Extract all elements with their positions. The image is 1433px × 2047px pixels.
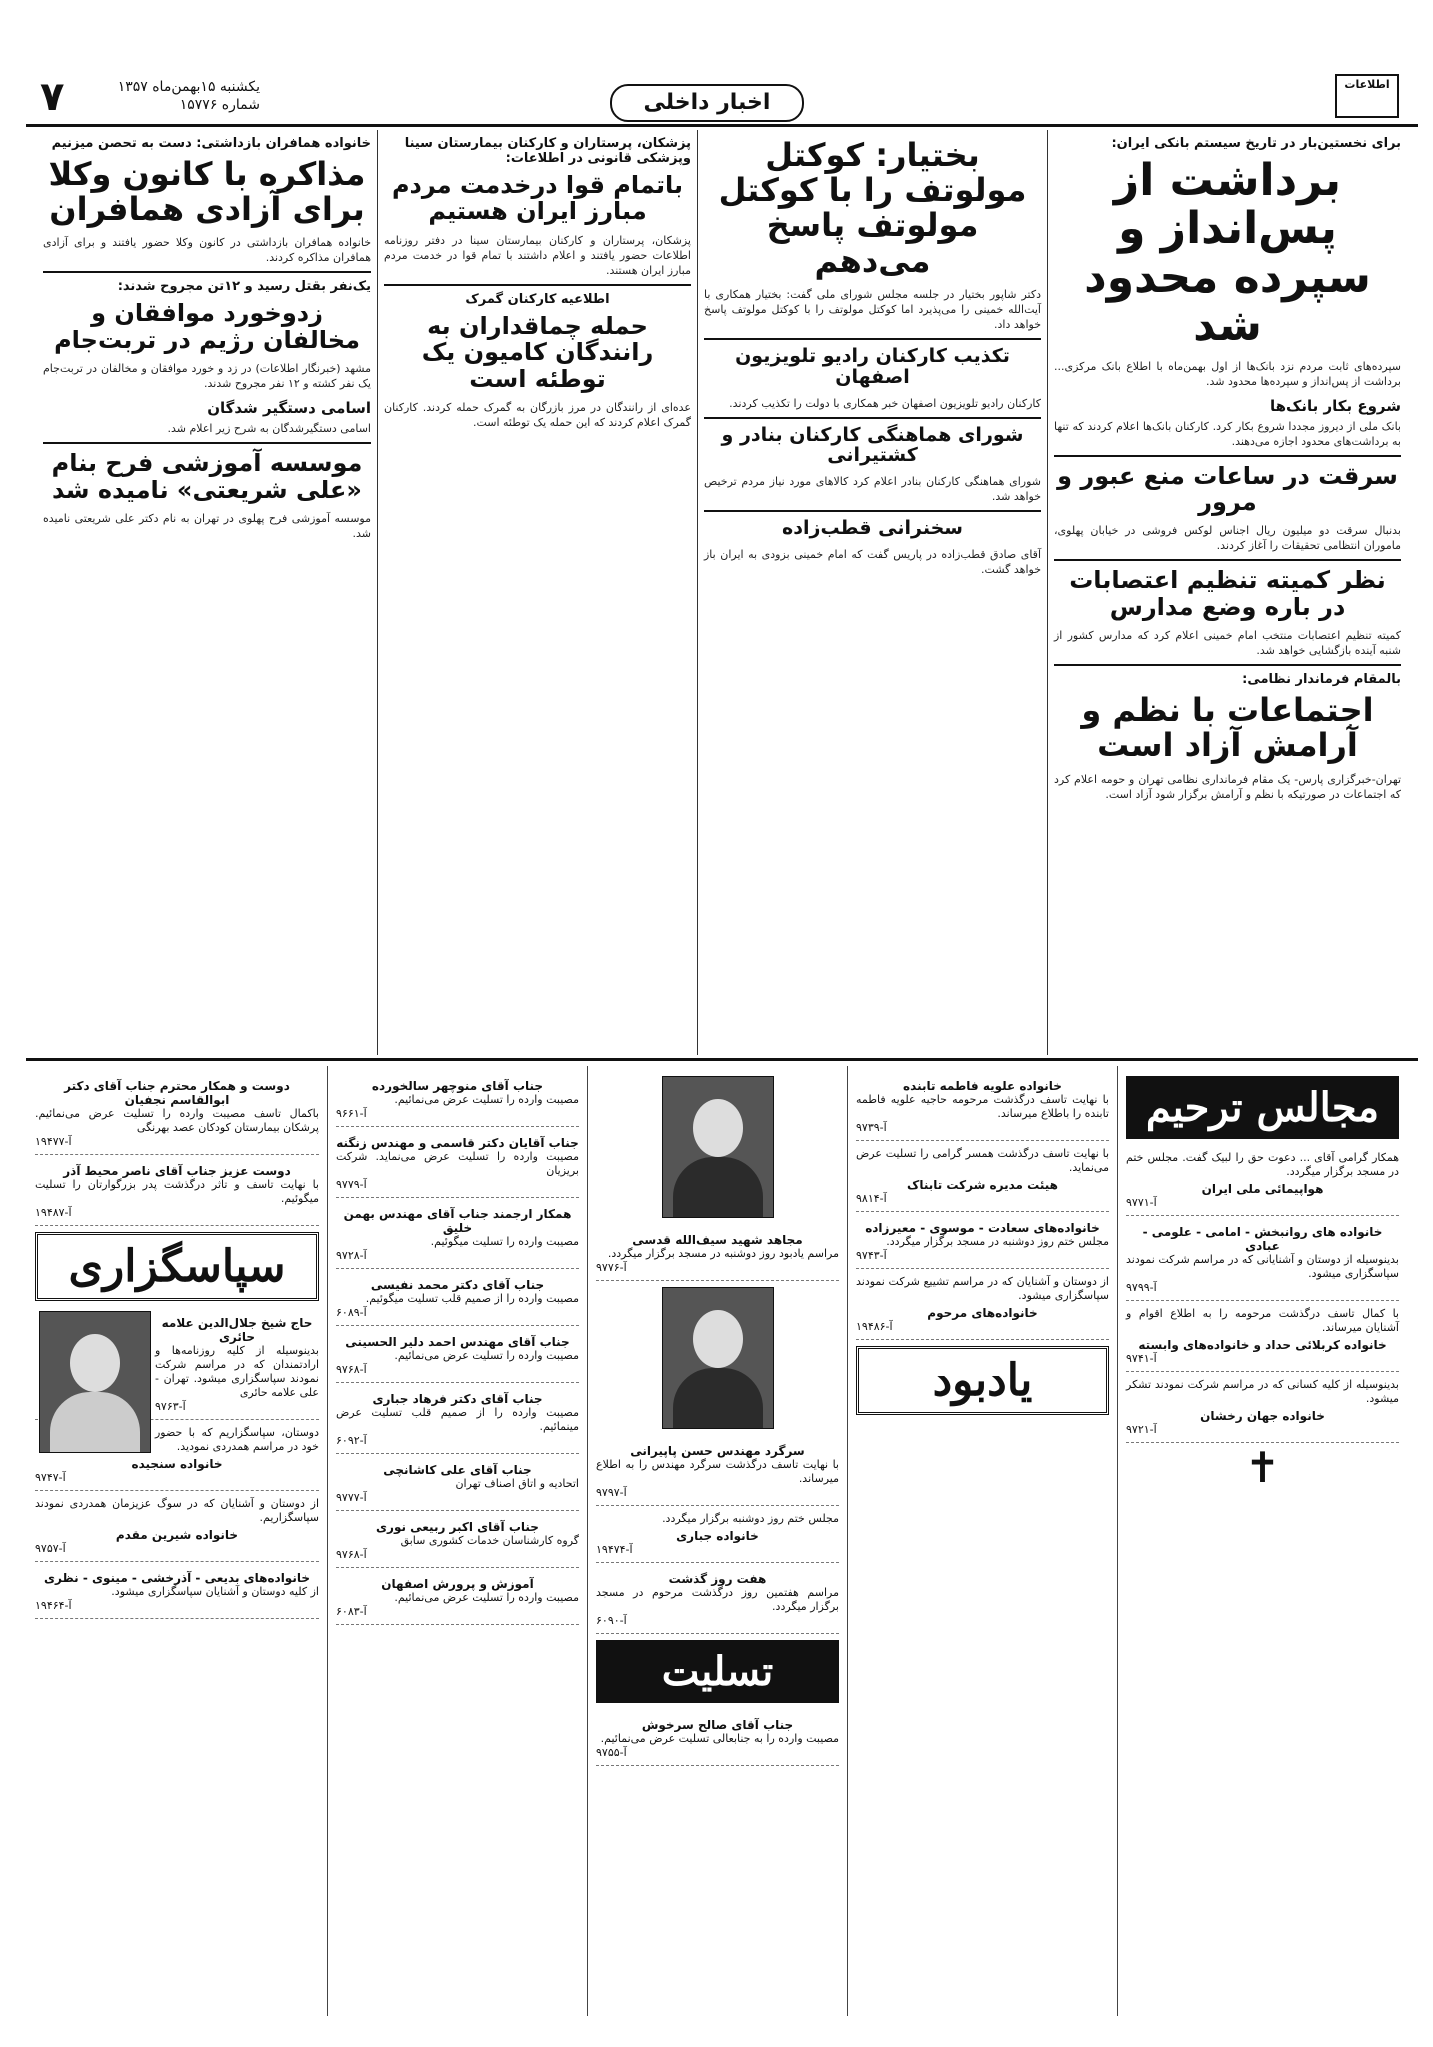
announcement-text: مصیبت وارده را تسلیت عرض می‌نمائیم. <box>394 1591 579 1604</box>
divider <box>704 417 1041 419</box>
divider <box>43 442 371 444</box>
announcement-code: آ-۹۷۷۹ <box>336 1178 367 1191</box>
announcement-title: جناب آقای دکتر محمد نفیسی <box>370 1278 545 1292</box>
article-text: مشهد (خبرنگار اطلاعات) در زد و خورد موافقان و مخالفان در تربت‌جام یک نفر کشته و ۱۲ نفر مجروح شدند. <box>43 362 371 391</box>
announcement-text: گروه کارشناسان خدمات کشوری سابق <box>400 1534 579 1547</box>
announcement-code: آ-۶۰۹۲ <box>336 1434 367 1447</box>
announcement <box>856 1070 1109 1141</box>
article-text: دکتر شاپور بختیار در جلسه مجلس شورای ملی گفت: بختیار همکاری با آیت‌الله خمینی را می‌پذیرد اما کوکتل مولوتف را با کوکتل مولوتف پاسخ خواهد داد. <box>704 287 1041 331</box>
announcement-title: خانواده جهان رخشان <box>1200 1409 1325 1423</box>
announcement-title: خانواده علویه فاطمه تابنده <box>903 1079 1062 1093</box>
divider <box>1054 664 1401 666</box>
announcement <box>596 1506 839 1563</box>
news-column-4 <box>37 130 377 1055</box>
kicker: خانواده همافران بازداشتی: دست به تحصن میزنیم <box>51 136 371 151</box>
issue-line: شماره ۱۵۷۷۶ <box>179 97 260 113</box>
announcement-code: آ-۱۹۴۸۷ <box>35 1206 72 1219</box>
announcement-code: آ-۶۰۹۰ <box>596 1614 627 1627</box>
announcement-code: آ-۹۷۵۵ <box>596 1746 627 1759</box>
announcement <box>856 1141 1109 1212</box>
article-text: پزشکان، پرستاران و کارکنان بیمارستان سینا در دفتر روزنامه اطلاعات حضور یافتند و اعلام داشتند با تمام قوا در خدمت مردم مبارز ایران هستند. <box>384 233 691 277</box>
headline: اجتماعات با نظم و آرامش آزاد است <box>1081 691 1374 765</box>
announcement <box>336 1070 579 1127</box>
announcement-code: آ-۹۷۵۷ <box>35 1542 66 1555</box>
article-text: موسسه آموزشی فرح پهلوی در تهران به نام دکتر علی شریعتی نامیده شد. <box>43 511 371 540</box>
announcement-text: مصیبت وارده را از صمیم قلب تسلیت میگوئیم. <box>365 1292 579 1305</box>
announcement-title: جناب آقای اکبر ربیعی نوری <box>376 1520 539 1534</box>
announcement <box>336 1511 579 1568</box>
announcement-text: مصیبت وارده را تسلیت میگوئیم. <box>430 1235 579 1248</box>
article-text: شورای هماهنگی کارکنان بنادر اعلام کرد کالاهای مورد نیاز مردم ترخیص خواهد شد. <box>704 475 1041 504</box>
announcement-title: جناب آقای مهندس احمد دلیر الحسینی <box>345 1335 570 1349</box>
announcement-title: جناب آقای علی کاشانچی <box>383 1463 532 1477</box>
announcements-column-2 <box>847 1066 1117 2016</box>
announcement-text: از دوستان و آشنایان که در مراسم تشییع شرکت نمودند سپاسگزاری میشود. <box>856 1275 1109 1302</box>
headline: مذاکره با کانون وکلا برای آزادی همافران <box>48 155 366 229</box>
headline: برداشت از پس‌انداز و سپرده محدود شد <box>1084 155 1371 352</box>
portrait-photo <box>662 1076 774 1218</box>
divider <box>704 510 1041 512</box>
announcement-title: دوست و همکار محترم جناب آقای دکتر ابوالقاسم نجفیان <box>64 1079 290 1107</box>
announcement-text: مصیبت وارده را تسلیت عرض می‌نمائیم. <box>394 1349 579 1362</box>
announcement <box>856 1212 1109 1269</box>
announcement-title: دوست عزیز جناب آقای ناصر محیط آذر <box>63 1164 291 1178</box>
announcements-column-1 <box>1117 1066 1407 2016</box>
announcement-text: مصیبت وارده را تسلیت عرض می‌نماید. شرکت بریزیان <box>336 1150 579 1177</box>
article-text: آقای صادق قطب‌زاده در پاریس گفت که امام خمینی بزودی به ایران باز خواهد گشت. <box>704 548 1041 577</box>
announcement <box>336 1326 579 1383</box>
divider <box>384 284 691 286</box>
announcement-code: آ-۹۷۳۹ <box>856 1121 887 1134</box>
announcement-code: آ-۹۷۷۶ <box>596 1261 627 1274</box>
announcement-title: خانواده های روانبخش - امامی - علومی - عبادی <box>1142 1225 1383 1253</box>
announcement-title: هواپیمائی ملی ایران <box>1201 1182 1324 1196</box>
announcement <box>336 1269 579 1326</box>
headline: زدوخورد موافقان و مخالفان رژیم در تربت‌جام <box>54 299 360 354</box>
announcement-text: بدینوسیله از کلیه کسانی که در مراسم شرکت نمودند تشکر میشود. <box>1126 1378 1399 1405</box>
announcement-text: از کلیه دوستان و آشنایان سپاسگزاری میشود. <box>111 1585 319 1598</box>
announcement-code: آ-۹۷۷۷ <box>336 1491 367 1504</box>
portrait-photo <box>662 1287 774 1429</box>
headline: سخنرانی قطب‌زاده <box>782 517 963 540</box>
announcement-title: حاج شیخ جلال‌الدین علامه حائری <box>161 1316 313 1344</box>
announcement-code: آ-۹۷۲۱ <box>1126 1423 1157 1436</box>
announcement <box>35 1562 319 1619</box>
announcement <box>336 1454 579 1511</box>
newspaper-logo: اطلاعات <box>1335 74 1399 118</box>
announcement-code: آ-۹۶۶۱ <box>336 1107 367 1120</box>
announcement-text: با نهایت تاسف درگذشت سرگرد مهندس را به اطلاع میرساند. <box>596 1458 839 1485</box>
kicker: اطلاعیه کارکنان گمرک <box>465 291 610 307</box>
announcement-title: خانواده‌های مرحوم <box>927 1306 1038 1320</box>
announcement-text: باکمال تاسف مصیبت وارده را تسلیت عرض می‌نمائیم. پرشکان بیمارستان کودکان عصد بهرنگی <box>35 1107 319 1134</box>
announcements-column-4 <box>327 1066 587 2016</box>
article-text: بدنبال سرقت دو میلیون ریال اجناس لوکس فروشی در خیابان پهلوی، ماموران انتظامی تحقیقات را آغاز کردند. <box>1054 524 1401 553</box>
announcement-text: با نهایت تاسف درگذشت همسر گرامی را تسلیت عرض می‌نماید. <box>856 1147 1109 1174</box>
portrait-photo <box>39 1311 151 1453</box>
announcement-text: با نهایت تاسف و تاثر درگذشت پدر بزرگوارتان را تسلیت میگوئیم. <box>35 1178 319 1205</box>
announcement-code: آ-۱۹۴۷۴ <box>596 1543 633 1556</box>
announcement-code: آ-۶۰۸۳ <box>336 1605 367 1618</box>
announcement-code: آ-۹۷۷۱ <box>1126 1196 1157 1209</box>
news-column-2 <box>697 130 1047 1055</box>
announcement-text: مراسم یادبود روز دوشنبه در مسجد برگزار میگردد. <box>607 1247 839 1260</box>
article-text: عده‌ای از رانندگان در مرز بازرگان به گمرک حمله کردند. کارکنان گمرک اعلام کردند که این حمله یک توطئه است. <box>384 400 691 429</box>
announcement-code: آ-۹۷۹۹ <box>1126 1281 1157 1294</box>
banner-taslit: تسلیت <box>596 1640 839 1703</box>
announcement <box>35 1155 319 1226</box>
announcement-title: آموزش و پرورش اصفهان <box>381 1577 534 1591</box>
announcement-text: مجلس ختم روز دوشنبه در مسجد برگزار میگردد. <box>886 1235 1109 1248</box>
announcement <box>336 1568 579 1625</box>
announcement <box>596 1709 839 1766</box>
announcement-code: آ-۹۷۹۷ <box>596 1486 627 1499</box>
article-text: تهران-خبرگزاری پارس- یک مقام فرمانداری نظامی تهران و حومه اعلام کرد که اجتماعات در صورتیکه با نظم و آرامش برگزار شود آزاد است. <box>1054 772 1401 801</box>
announcement-code: آ-۹۷۶۳ <box>155 1400 186 1413</box>
announcement-code: آ-۹۷۴۱ <box>1126 1352 1157 1365</box>
subheading: اسامی دستگیر شدگان <box>207 399 371 418</box>
announcement-text: با نهایت تاسف درگذشت مرحومه حاجیه علویه فاطمه تابنده را باطلاع میرساند. <box>856 1093 1109 1120</box>
announcement-title: همکار ارجمند جناب آقای مهندس بهمن خلیق <box>343 1207 572 1235</box>
announcement <box>1126 1145 1399 1216</box>
announcement-code: آ-۹۷۴۷ <box>35 1471 66 1484</box>
announcement-title: جناب آقای منوچهر سالخورده <box>371 1079 544 1093</box>
headline: حمله چماقداران به رانندگان کامیون یک توطئه است <box>421 311 654 393</box>
announcement-title: جناب آقای صالح سرخوش <box>641 1718 794 1732</box>
news-column-3 <box>377 130 697 1055</box>
divider <box>1054 455 1401 457</box>
date-line: یکشنبه ۱۵بهمن‌ماه ۱۳۵۷ <box>117 79 260 95</box>
announcement-title: مجاهد شهید سیف‌الله قدسی <box>632 1233 803 1247</box>
announcement-title: هیئت مدیره شرکت تابناک <box>907 1178 1058 1192</box>
announcement-title: خانواده سنجیده <box>131 1457 223 1471</box>
headline: شورای هماهنگی کارکنان بنادر و کشتیرانی <box>721 423 1024 467</box>
announcements-column-5 <box>27 1066 327 2016</box>
headline: نظر کمیته تنظیم اعتصابات در باره وضع مدارس <box>1069 566 1386 621</box>
date-block <box>100 78 260 114</box>
announcement-code: آ-۱۹۴۶۴ <box>35 1599 72 1612</box>
page-number: ٧ <box>40 74 65 120</box>
announcement-text: دوستان، سپاسگزاریم که با حضور خود در مراسم همدردی نمودید. <box>155 1426 319 1453</box>
announcement-text: مراسم هفتمین روز درگذشت مرحوم در مسجد برگزار میگردد. <box>596 1586 839 1613</box>
kicker: یک‌نفر بقتل رسید و ۱۲تن مجروح شدند: <box>117 279 371 295</box>
announcement <box>1126 1301 1399 1372</box>
announcement <box>336 1383 579 1454</box>
headline: موسسه آموزشی فرح بنام «علی شریعتی» نامیده شد <box>51 449 363 504</box>
headline: بختیار: کوکتل مولوتف را با کوکتل مولوتف پاسخ می‌دهم <box>718 136 1027 280</box>
announcement-code: آ-۹۸۱۴ <box>856 1192 887 1205</box>
announcement-text: مصیبت وارده را تسلیت عرض می‌نمائیم. <box>394 1093 579 1106</box>
announcement-text: مصیبت وارده را از صمیم قلب تسلیت عرض مینمائیم. <box>336 1406 579 1433</box>
divider <box>43 271 371 273</box>
article-text: بانک ملی از دیروز مجددا شروع بکار کرد. کارکنان بانک‌ها اعلام کردند که تنها به برداشت‌های محدود اجازه می‌دهند. <box>1054 419 1401 448</box>
banner-tarhim: مجالس ترحیم <box>1126 1076 1399 1139</box>
announcement-title: خانواده کربلائی حداد و خانواده‌های وابسته <box>1138 1338 1387 1352</box>
banner-sepas: سپاسگزاری <box>35 1232 319 1301</box>
announcement-title: خانواده شیرین مقدم <box>115 1528 239 1542</box>
announcement <box>596 1563 839 1634</box>
announcement <box>856 1269 1109 1340</box>
announcement-code: آ-۱۹۴۷۷ <box>35 1135 72 1148</box>
headline: سرقت در ساعات منع عبور و مرور <box>1057 461 1398 516</box>
kicker: بالمقام فرماندار نظامی: <box>1242 672 1401 688</box>
announcement-title: جناب آقای دکتر فرهاد جباری <box>372 1392 543 1406</box>
announcement-title: خانواده‌های سعادت - موسوی - معیرزاده <box>865 1221 1100 1235</box>
announcement-code: آ-۹۷۶۸ <box>336 1363 367 1376</box>
announcement <box>336 1127 579 1198</box>
article-text: کمیته تنظیم اعتصابات منتخب امام خمینی اعلام کرد که مدارس کشور از شنبه آینده بازگشایی خواهد شد. <box>1054 629 1401 658</box>
announcement-title: سرگرد مهندس حسن پاپیرانی <box>630 1444 805 1458</box>
announcement-text: مجلس ختم روز دوشنبه برگزار میگردد. <box>662 1512 839 1525</box>
cross-icon: ✝ <box>1244 1443 1281 1492</box>
announcement-code: آ-۱۹۴۸۶ <box>856 1320 893 1333</box>
headline: باتمام قوا درخدمت مردم مبارز ایران هستیم <box>391 171 684 226</box>
divider <box>704 338 1041 340</box>
announcement-text: همکار گرامی آقای ... دعوت حق را لبیک گفت. مجلس ختم در مسجد برگزار میگردد. <box>1126 1151 1399 1178</box>
announcement <box>35 1070 319 1155</box>
announcements-column-3 <box>587 1066 847 2016</box>
announcement-text: بدینوسیله از دوستان و آشنایانی که در مراسم شرکت نمودند سپاسگزاری میشود. <box>1126 1253 1399 1280</box>
announcement <box>596 1224 839 1281</box>
announcement-code: آ-۶۰۸۹ <box>336 1306 367 1319</box>
kicker: برای نخستین‌بار در تاریخ سیستم بانکی ایران: <box>1111 136 1401 151</box>
announcement <box>596 1435 839 1506</box>
announcement-text: بدینوسیله از کلیه روزنامه‌ها و ارادتمندان که در مراسم شرکت نمودند سپاسگزاری میشود. تهران - علی علامه حائری <box>155 1344 319 1399</box>
announcement-title: جناب آقایان دکتر قاسمی و مهندس زنگنه <box>336 1136 579 1150</box>
announcement-text: با کمال تاسف درگذشت مرحومه را به اطلاع اقوام و آشنایان میرساند. <box>1126 1307 1399 1334</box>
article-text: اسامی دستگیرشدگان به شرح زیر اعلام شد. <box>167 422 371 436</box>
announcement-text: اتحادیه و اتاق اصناف تهران <box>455 1477 579 1490</box>
headline: تکذیب کارکنان رادیو تلویزیون اصفهان <box>735 344 1010 388</box>
article-text: سپرده‌های ثابت مردم نزد بانک‌ها از اول بهمن‌ماه با اطلاع بانک مرکزی... برداشت از پس‌انداز و سپرده‌ها محدود شد. <box>1054 359 1401 388</box>
announcement-code: آ-۹۷۲۸ <box>336 1249 367 1262</box>
announcement <box>1126 1216 1399 1301</box>
section-title: اخبار داخلی <box>610 84 804 122</box>
kicker: پزشکان، پرستاران و کارکنان بیمارستان سینا وپزشکی قانونی در اطلاعات: <box>404 136 691 166</box>
article-text: کارکنان رادیو تلویزیون اصفهان خبر همکاری با دولت را تکذیب کردند. <box>729 396 1041 410</box>
announcement <box>35 1491 319 1562</box>
announcement-text: از دوستان و آشنایان که در سوگ عزیزمان همدردی نمودند سپاسگزاریم. <box>35 1497 319 1524</box>
announcement <box>336 1198 579 1269</box>
news-column-1 <box>1047 130 1407 1055</box>
announcement-title: خانواده‌های بدیعی - آذرخشی - مینوی - نظری <box>44 1571 310 1585</box>
announcement-text: مصیبت وارده را به جنابعالی تسلیت عرض می‌نمائیم. <box>600 1732 839 1745</box>
announcement-title: خانواده جباری <box>676 1529 759 1543</box>
announcement-code: آ-۹۷۴۳ <box>856 1249 887 1262</box>
divider <box>1054 559 1401 561</box>
announcement-title: هفت روز گذشت <box>668 1572 767 1586</box>
article-text: خانواده همافران بازداشتی در کانون وکلا حضور یافتند و برای آزادی همافران مذاکره کردند. <box>43 236 371 265</box>
announcement-code: آ-۹۷۶۸ <box>336 1548 367 1561</box>
announcement <box>1126 1372 1399 1443</box>
banner-yadbood: یادبود <box>856 1346 1109 1415</box>
subheading: شروع بکار بانک‌ها <box>1269 396 1401 415</box>
